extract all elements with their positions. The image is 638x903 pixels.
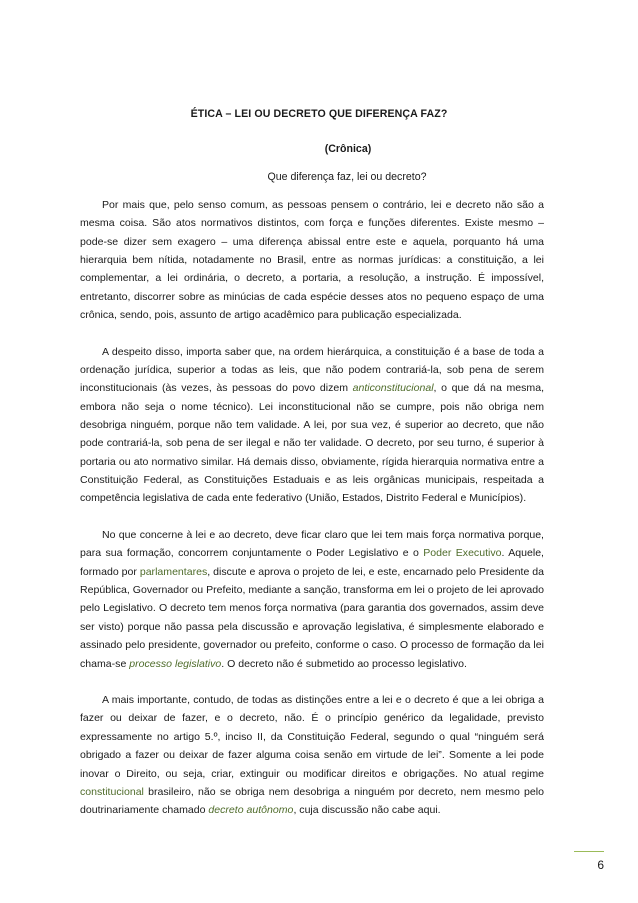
paragraph-3-text-a: No que concerne à lei e ao decreto, deve ficar claro que lei tem mais força normativa porque, para sua formação, concorrem conjuntamente o Poder Legislativo e o — [80, 529, 544, 560]
paragraph-4 — [80, 691, 544, 819]
document-question: Que diferença faz, lei ou decreto? — [267, 171, 427, 183]
link-anticonstitucional[interactable]: anticonstitucional — [352, 382, 434, 395]
link-decreto-autonomo[interactable]: decreto autônomo — [208, 804, 294, 817]
paragraph-2-text-a: A despeito disso, importa saber que, na ordem hierárquica, a constituição é a base de toda a ordenação jurídica, superior a todas as leis, que não podem contrariá-la, sob pena de serem inconstitucionais (às vezes, às pessoas do povo dizem — [80, 345, 544, 395]
paragraph-4-text-c: , cuja discussão não cabe aqui. — [293, 804, 441, 817]
paragraph-3-text-d: . O decreto não é submetido ao processo legislativo. — [221, 657, 467, 670]
link-parlamentares[interactable]: parlamentares — [139, 565, 208, 578]
paragraph-3-text-c: , discute e aprova o projeto de lei, e este, encarnado pelo Presidente da República, Governador ou Prefeito, mediante a sanção, transforma em lei o projeto de lei aprovado pelo Legislativo. O decreto tem menos força normativa (para garantia dos governados, assim deve ser visto) porque não passa pela discussão e aprovação legislativa, é simplesmente elaborado e assinado pelo presidente, governador ou prefeito, conforme o caso. O processo de formação da lei chama-se — [80, 565, 544, 670]
paragraph-2 — [80, 343, 544, 508]
page-number-rule — [574, 851, 604, 852]
link-poder-executivo[interactable]: Poder Executivo — [423, 547, 502, 560]
paragraph-1-text: Por mais que, pelo senso comum, as pessoas pensem o contrário, lei e decreto não são a mesma coisa. São atos normativos distintos, com força e funções diferentes. Existe mesmo – pode-se dizer sem exagero – uma diferença abissal entre este e aquela, porquanto há uma hierarquia bem nítida, notadamente no Brasil, entre as normas jurídicas: a constituição, a lei complementar, a lei ordinária, o decreto, a portaria, a resolução, a instrução. É impossível, entretanto, discorrer sobre as minúcias de cada espécie desses atos no pequeno espaço de uma crônica, sendo, pois, assunto de artigo acadêmico para publicação especializada. — [80, 199, 544, 322]
paragraph-4-text-a: A mais importante, contudo, de todas as distinções entre a lei e o decreto é que a lei obriga a fazer ou deixar de fazer, e o decreto, não. É o princípio genérico da legalidade, previsto expressamente no artigo 5.º, inciso II, da Constituição Federal, segundo o qual “ninguém será obrigado a fazer ou deixar de fazer alguma coisa senão em virtude de lei”. Somente a lei pode inovar o Direito, ou seja, criar, extinguir ou modificar direitos e obrigações. No atual regime — [80, 694, 544, 780]
paragraph-2-text-b: , o que dá na mesma, embora não seja o nome técnico). Lei inconstitucional não se cumpre, pois não obriga nem desobriga ninguém, porque não tem validade. A lei, por sua vez, é superior ao decreto, que não pode contrariá-la, sob pena de ser ilegal e não ter validade. O decreto, por seu turno, é superior à portaria ou ato normativo similar. Há demais disso, obviamente, rígida hierarquia normativa entre a Constituição Federal, as Constituições Estaduais e as leis orgânicas municipais, respeitada a competência legislativa de cada ente federativo (União, Estados, Distrito Federal e Municípios). — [80, 382, 544, 505]
link-constitucional[interactable]: constitucional — [80, 785, 144, 798]
paragraph-3-text-b: . Aquele, formado por — [80, 547, 544, 578]
paragraph-1 — [80, 196, 544, 324]
link-processo-legislativo[interactable]: processo legislativo — [129, 657, 222, 670]
document-subtitle: (Crônica) — [324, 143, 372, 155]
document-title: ÉTICA – LEI OU DECRETO QUE DIFERENÇA FAZ? — [190, 108, 448, 120]
paragraph-3 — [80, 526, 544, 673]
page-number: 6 — [597, 858, 604, 872]
paragraph-4-text-b: brasileiro, não se obriga nem desobriga a ninguém por decreto, nem mesmo pelo doutrinariamente chamado — [80, 785, 544, 817]
document-body — [80, 196, 544, 838]
